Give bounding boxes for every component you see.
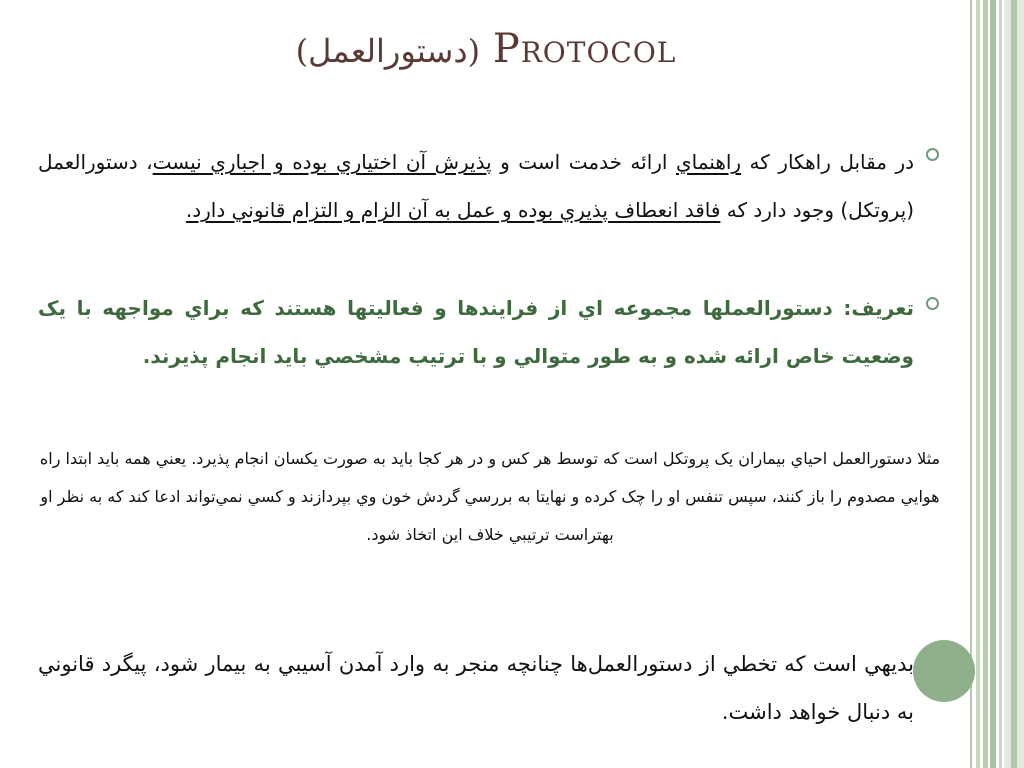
bullet-text: در مقابل راهکار که [741, 150, 915, 174]
decor-stripe [999, 0, 1002, 768]
decor-circle [913, 640, 975, 702]
bullet-icon [926, 297, 939, 310]
bullet-protocol-intro [38, 138, 914, 234]
bullet-text-underlined: فاقد انعطاف پذيري بوده و عمل به آن الزام و التزام قانوني دارد. [185, 198, 721, 222]
bullet-text-underlined: پذيرش آن اختياري بوده و اجباري نيست [152, 150, 492, 174]
decor-stripe [983, 0, 988, 768]
title-persian: (دستورالعمل) [295, 32, 481, 70]
conclusion-paragraph: بديهي است که تخطي از دستورالعمل‌ها چنانچه منجر به وارد آمدن آسيبي به بيمار شود، پيگرد قانوني به دنبال خواهد داشت. [38, 652, 914, 724]
bullet-text: ، دستورالعمل (پروتکل) وجود دارد که [38, 150, 914, 222]
decor-stripe [990, 0, 996, 768]
bullet-text-underlined: راهنماي [675, 150, 742, 174]
title-english: Protocol [492, 26, 677, 72]
example-paragraph: مثلا دستورالعمل احياي بيماران يک پروتکل است که توسط هر کس و در هر کجا بايد به صورت يکسان انجام پذيرد. يعني همه بايد ابتدا راه هوايي مصدوم را باز کنند، سپس تنفس او را چک کرده و نهايتا به بررسي گردش خون وي بپردازند و کسي نمي‌تواند ادعا کند که به نظر او بهتراست ترتيبي خلاف اين اتخاذ شود. [39, 449, 941, 544]
decor-stripe [1011, 0, 1017, 768]
bullet-definition: تعريف: دستورالعملها مجموعه اي از فرايندها و فعاليتها هستند که براي مواجهه با يک وضعيت خاص ارائه شده و به طور متوالي و با ترتيب مشخصي بايد انجام پذيرند. [38, 296, 914, 368]
bullet-text: ارائه خدمت است و [491, 150, 676, 174]
decor-stripe [976, 0, 980, 768]
slide-title [0, 26, 972, 72]
bullet-icon [926, 148, 939, 161]
